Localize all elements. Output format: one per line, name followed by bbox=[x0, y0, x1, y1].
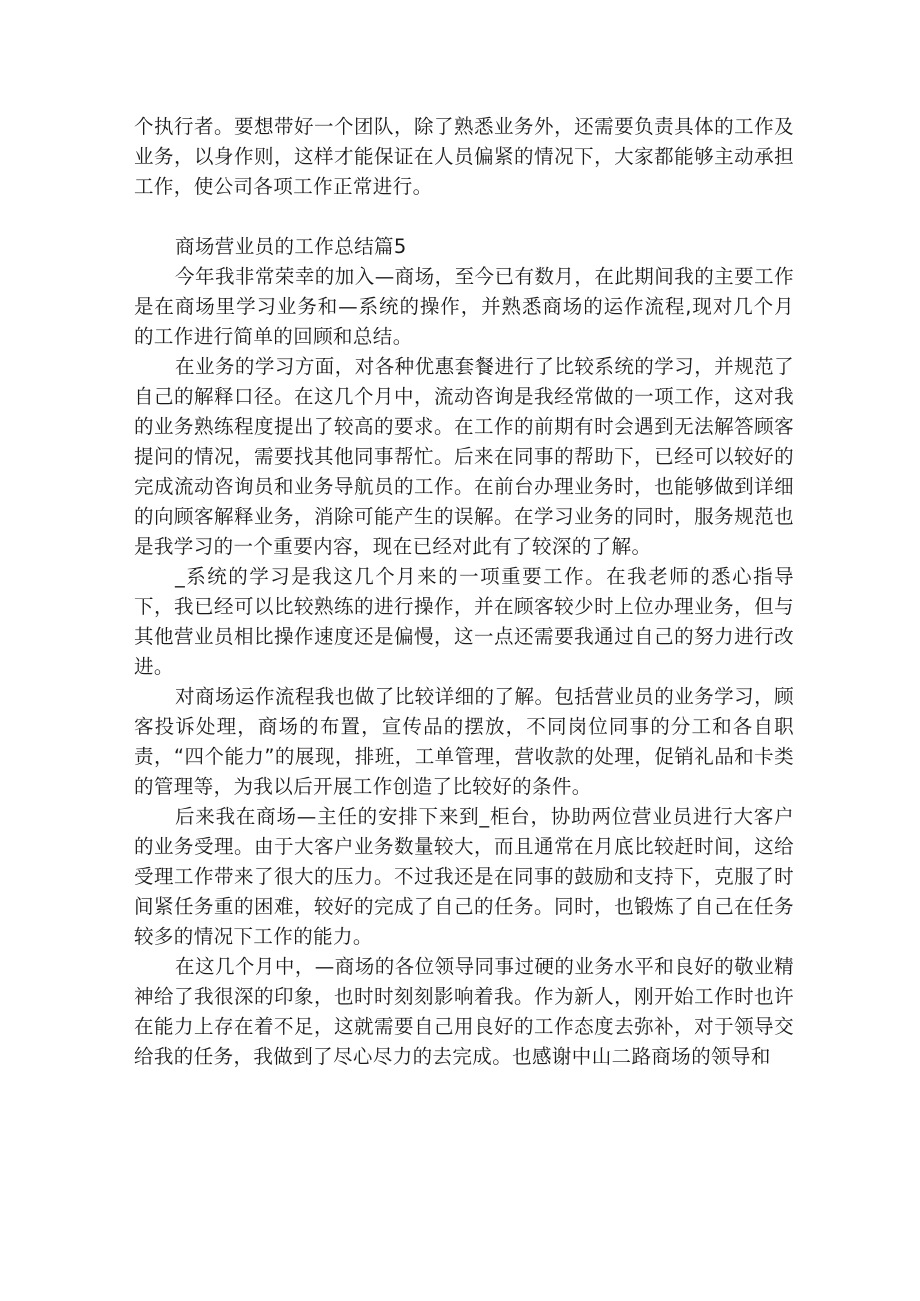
section-title: 商场营业员的工作总结篇5 bbox=[175, 235, 407, 258]
intro-paragraph: 个执行者。要想带好一个团队，除了熟悉业务外，还需要负责具体的工作及业务，以身作则，这样才能保证在人员偏紧的情况下，大家都能够主动承担工作，使公司各项工作正常进行。 bbox=[134, 115, 794, 198]
document-page bbox=[134, 112, 794, 1072]
body-paragraph: 对商场运作流程我也做了比较详细的了解。包括营业员的业务学习，顾客投诉处理，商场的布置，宣传品的摆放，不同岗位同事的分工和各自职责，“四个能力”的展现，排班，工单管理，营收款的处理，促销礼品和卡类的管理等，为我以后开展工作创造了比较好的条件。 bbox=[134, 685, 794, 798]
body-paragraph: 今年我非常荣幸的加入—商场，至今已有数月，在此期间我的主要工作是在商场里学习业务和—系统的操作，并熟悉商场的运作流程,现对几个月的工作进行简单的回顾和总结。 bbox=[134, 265, 794, 348]
body-paragraph: 在业务的学习方面，对各种优惠套餐进行了比较系统的学习，并规范了自己的解释口径。在这几个月中，流动咨询是我经常做的一项工作，这对我的业务熟练程度提出了较高的要求。在工作的前期有时会遇到无法解答顾客提问的情况，需要找其他同事帮忙。后来在同事的帮助下，已经可以较好的完成流动咨询员和业务导航员的工作。在前台办理业务时，也能够做到详细的向顾客解释业务，消除可能产生的误解。在学习业务的同时，服务规范也是我学习的一个重要内容，现在已经对此有了较深的了解。 bbox=[134, 355, 794, 558]
body-paragraph: 后来我在商场—主任的安排下来到_柜台，协助两位营业员进行大客户的业务受理。由于大客户业务数量较大，而且通常在月底比较赶时间，这给受理工作带来了很大的压力。不过我还是在同事的鼓励和支持下，克服了时间紧任务重的困难，较好的完成了自己的任务。同时，也锻炼了自己在任务较多的情况下工作的能力。 bbox=[134, 805, 794, 948]
body-paragraph: _系统的学习是我这几个月来的一项重要工作。在我老师的悉心指导下，我已经可以比较熟练的进行操作，并在顾客较少时上位办理业务，但与其他营业员相比操作速度还是偏慢，这一点还需要我通过自己的努力进行改进。 bbox=[134, 565, 794, 678]
body-paragraph: 在这几个月中，—商场的各位领导同事过硬的业务水平和良好的敬业精神给了我很深的印象，也时时刻刻影响着我。作为新人，刚开始工作时也许在能力上存在着不足，这就需要自己用良好的工作态度去弥补，对于领导交给我的任务，我做到了尽心尽力的去完成。也感谢中山二路商场的领导和 bbox=[134, 955, 794, 1068]
paragraph-gap bbox=[134, 202, 794, 232]
